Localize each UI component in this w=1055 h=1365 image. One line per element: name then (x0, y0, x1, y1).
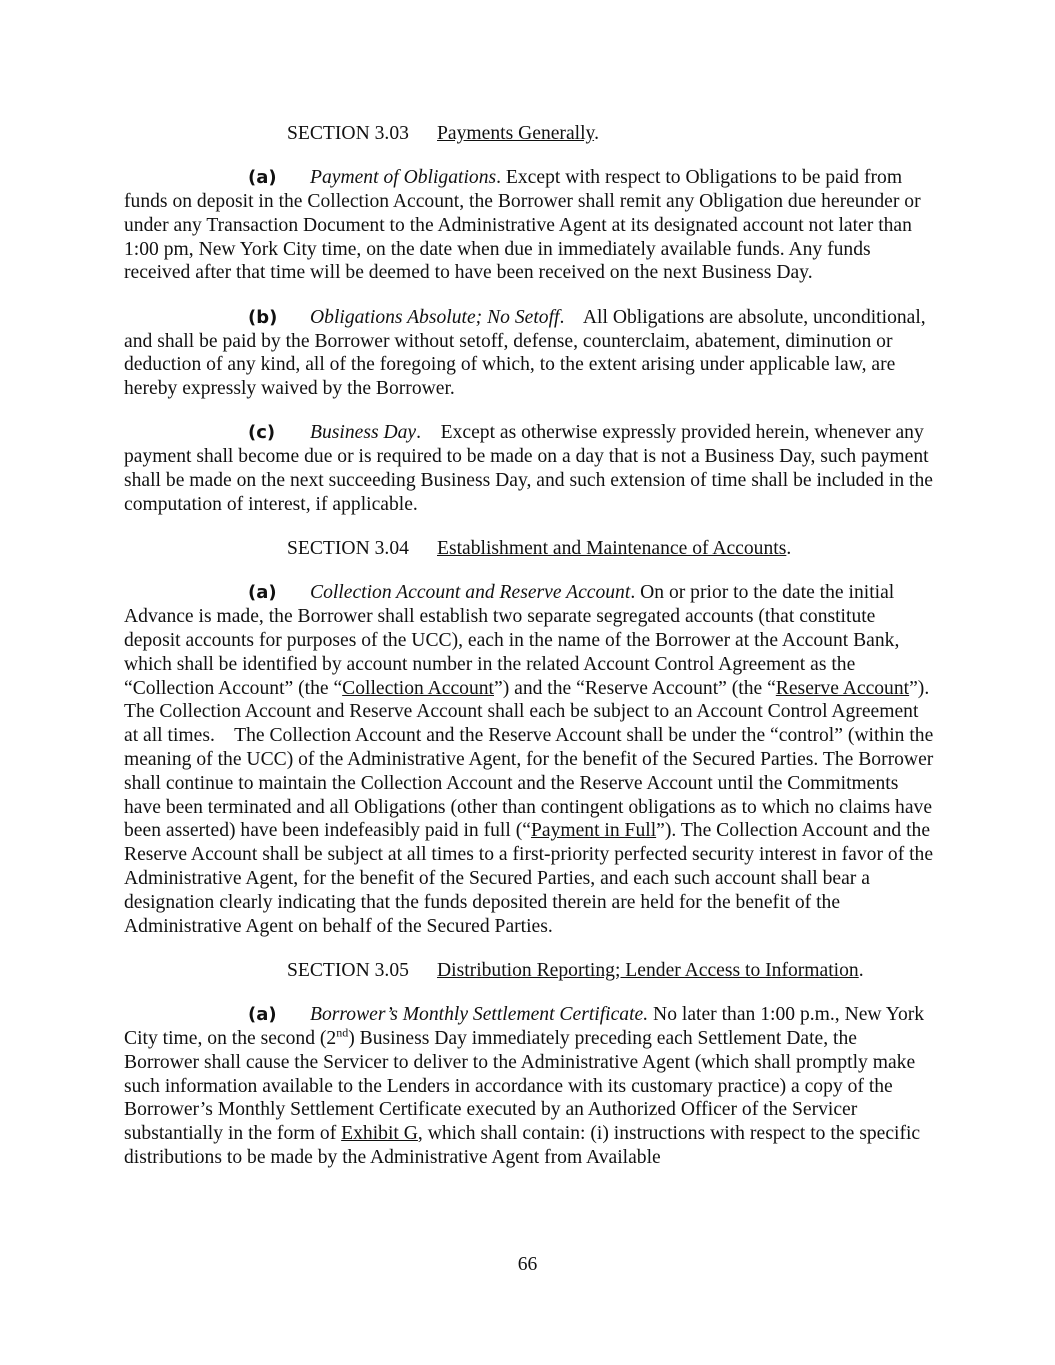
clause-marker: (b) (248, 306, 278, 328)
section-3-03-heading: SECTION 3.03 Payments Generally. (287, 123, 599, 144)
clause-marker: (a) (248, 582, 277, 604)
section-title: Distribution Reporting; Lender Access to Information (437, 959, 859, 981)
clause-heading: Payment of Obligations (310, 167, 497, 189)
clause-text: . Except as otherwise expressly provided herein, whenever any payment shall become due or is required to be made on a day that is not a Business Day, such payment shall be made on the next succeeding Business Day, and such extension of time shall be included in the computation of interest, if applicable. (124, 422, 938, 515)
clause-marker: (a) (248, 167, 277, 189)
clause-text: ) Business Day immediately preceding each Settlement Date, the Borrower shall cause the Servicer to deliver to the Administrative Agent (which shall promptly make such information available to the Lenders in accordance with its customary practice) a copy of the Borrower’s Monthly Settlement Certificate executed by an Authorized Officer of the Servicer substantially in the form of (124, 1028, 916, 1145)
page-number: 66 (517, 1254, 538, 1275)
clause-text: . Except with respect to Obligations to be paid from funds on deposit in the Collection Account, the Borrower shall remit any Obligation due hereunder or under any Transaction Document to the Administrative Agent at its designated account not later than 1:00 pm, New York City time, on the date when due in immediately available funds. Any funds received after that time will be deemed to have been received on the next Business Day. (124, 167, 921, 284)
clause-heading: Borrower’s Monthly Settlement Certificate. (310, 1004, 649, 1026)
section-number: SECTION 3.03 (287, 123, 409, 144)
section-title: Establishment and Maintenance of Accounts (437, 538, 787, 560)
clause-heading: Business Day (310, 422, 417, 444)
clause-text: ”) and the “Reserve Account” (the “ (494, 677, 776, 699)
paragraph-3-03-b (124, 306, 936, 401)
section-3-05-heading: SECTION 3.05 Distribution Reporting; Lender Access to Information. (287, 959, 864, 981)
exhibit-reference: Exhibit G (341, 1123, 418, 1145)
clause-text: ”). The Collection Account and the Reserve Account shall be subject at all times to a first-priority perfected security interest in favor of the Administrative Agent, for the benefit of the Secured Parties, and each such account shall bear a designation clearly indicating that the funds deposited therein are held for the benefit of the Administrative Agent on behalf of the Secured Parties. (124, 820, 934, 937)
paragraph-3-05-a (124, 1003, 936, 1170)
section-number: SECTION 3.05 (287, 959, 409, 981)
section-number: SECTION 3.04 (287, 538, 409, 560)
clause-text: . On or prior to the date the initial Advance is made, the Borrower shall establish two separate segregated accounts (that constitute deposit accounts for purposes of the UCC), each in the name of the Borrower at the Account Bank, which shall be identified by account number in the related Account Control Agreement as the “Collection Account” (the “ (124, 582, 900, 699)
clause-text: No later than 1:00 p.m., New York City time, on the second (2 (124, 1004, 925, 1049)
clause-text: ”). The Collection Account and Reserve Account shall each be subject to an Account Control Agreement at all times. The Collection Account and the Reserve Account shall be under the “control” (within the meaning of the UCC) of the Administrative Agent, for the benefit of the Secured Parties. The Borrower shall continue to maintain the Collection Account and the Reserve Account until the Commitments have been terminated and all Obligations (other than contingent obligations as to which no claims have been asserted) have been indefeasibly paid in full (“ (124, 677, 949, 842)
paragraph-3-03-c (124, 421, 936, 516)
clause-heading: Obligations Absolute; No Setoff (310, 306, 560, 328)
ordinal-superscript: nd (336, 1025, 349, 1040)
paragraph-3-03-a (124, 166, 936, 285)
defined-term-payment-in-full: Payment in Full (530, 820, 657, 842)
clause-text: , which shall contain: (i) instructions with respect to the specific distributions to be made by the Administrative Agent from Available (124, 1123, 921, 1168)
section-title: Payments Generally (437, 123, 595, 144)
clause-marker: (a) (248, 1004, 277, 1026)
defined-term-reserve-account: Reserve Account (775, 677, 910, 699)
clause-marker: (c) (248, 422, 276, 444)
clause-heading: Collection Account and Reserve Account (310, 582, 631, 604)
defined-term-collection-account: Collection Account (342, 677, 494, 699)
paragraph-3-04-a (124, 581, 949, 938)
section-3-04-heading: SECTION 3.04 Establishment and Maintenance of Accounts. (287, 538, 792, 560)
document-page (124, 122, 949, 1190)
clause-text: . All Obligations are absolute, unconditional, and shall be paid by the Borrower without setoff, defense, counterclaim, abatement, diminution or deduction of any kind, all of the foregoing of which, to the extent arising under applicable law, are hereby expressly waived by the Borrower. (124, 306, 931, 400)
